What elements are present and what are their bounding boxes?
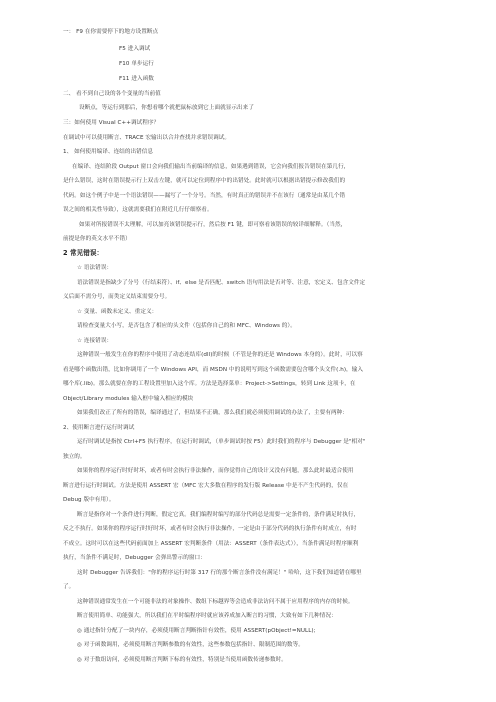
text-line: 如果对所报错误不太理解，可以加亮该错误提示行，然后按 F1 键，即可察看该错误的较详细解释。（当然， — [79, 222, 347, 228]
text-line: ◎ 通过指针分配了一块内存，必须使用断言判断指针有效性，使用 ASSERT(pObject!=NULL); — [77, 628, 316, 634]
text-line: F10 单步运行 — [119, 61, 154, 67]
text-line: 前提是你的英文水平不错） — [63, 236, 131, 242]
text-line: ◎ 对于函数调用，必须使用断言判断参数的有效性，这些参数包括指针、限制范围的数等。 — [77, 642, 304, 648]
text-line: 义后面不需分号，而类定义结束需要分号。 — [63, 294, 171, 300]
text-line: ☆ 连接错误： — [77, 338, 113, 344]
text-line: 代码。如这个例子中是一个语法错误——漏写了一个分号。当然，有时真正的错误并不在该行（通常是由某几个错 — [63, 193, 346, 199]
text-line: 看是哪个函数出错，比如你调用了一个 Windows API，而 MSDN 中的说明写到这个函数需要包含哪个头文件(.h)，输入 — [63, 367, 363, 373]
text-line: 断言是指你对一个条件进行判断，假定它真。我们编程时编写的部分代码总是需要一定条件的，条件满足时执行， — [77, 512, 360, 518]
text-line: 运行时调试是指按 Ctrl+F5 执行程序，在运行时调试，（单步调试时按 F5）此时我们的程序与 Debugger 是"相对" — [77, 439, 366, 445]
text-line: 反之不执行。如果你的程序运行时好时坏，或者有时会执行非法操作，一定是由于部分代码的执行条件有时成立，有时 — [63, 526, 357, 532]
text-line: 这种错误通常发生在一个可能非法的对象操作、数组下标越界等会造成非法访问不属于应用程序的内存的时候。 — [77, 599, 354, 605]
text-line: 请检查变量大小写，是否包含了相应的头文件（包括你自己的和 MFC、Windows 的）。 — [77, 323, 296, 329]
text-line: 如果你的程序运行时好时坏，或者有时会执行非法操作，而你觉得自己的设计又没有问题，那么此时最适合使用 — [77, 468, 354, 474]
text-line: 误之间的相关性导致），这就需要我们在附近几行仔细察看。 — [63, 207, 213, 213]
text-line: 三：如何使用 Visual C++调试程序？ — [63, 120, 160, 126]
text-line: ◎ 对于数组访问，必须使用断言判断下标的有效性，特别是当使用函数传递参数时。 — [77, 657, 287, 663]
text-line: F11 进入函数 — [119, 76, 154, 82]
text-line: 执行，当条件不满足时，Debugger 会弹出警示的窗口： — [63, 555, 206, 561]
text-line: 这时 Debugger 告诉我们："你的程序运行时第 317 行的那个断言条件没有满足！" 哈哈，这下我们知道错在哪里 — [77, 570, 362, 576]
text-line: ☆ 变量、函数未定义、重定义： — [77, 309, 158, 315]
section-heading: 2 常见错误： — [63, 249, 104, 257]
text-line: 哪个库(.lib)。那么就要在你的工程设置里加入这个库。方法是选择菜单：Project->Settings，转到 Link 这项卡，在 — [63, 381, 356, 387]
text-line: 在编译、连结阶段 Output 窗口会向我们输出当前编译的信息，如果遇到错误，它会向我们报告错误在第几行， — [72, 164, 350, 170]
text-line: 二、 看不到自己设的各个变量的当前值 — [63, 91, 161, 97]
text-line: 了。 — [63, 584, 75, 590]
text-line: ☆ 语法错误： — [77, 265, 113, 271]
text-line: 独立的。 — [63, 454, 86, 460]
text-line: 语法错误是指缺少了分号（行结束符）、if、else 是否匹配、switch 语句用法是否对等、注意，宏定义、包含文件定 — [77, 280, 366, 286]
text-line: 在调试中可以使用断言、TRACE 宏输出以合并查找并求错误调试。 — [63, 135, 231, 141]
text-line: 不成立。这时可以在这些代码前面加上 ASSERT 宏判断条件（用法：ASSERT（条件表达式）），当条件满足时程序顺利 — [63, 541, 359, 547]
text-line: 如果我们改正了所有的错误，编译通过了，但结果不正确，那么我们就必须使用调试的办法了，主要有两种： — [77, 410, 348, 416]
text-line: 断言使用简单、功能强大，所以我们在平时编程序时就应该养成加入断言的习惯，大致有如下几种情况： — [77, 613, 337, 619]
text-line: 2、使用断言进行运行时调试 — [63, 425, 135, 431]
text-line: 断言进行运行时调试。方法是使用 ASSERT 宏（MFC 宏大多数在程序的发行版 Release 中是不产生代码的，仅在 — [63, 483, 349, 489]
text-line: 一： F9 在你需要停下的地方设置断点 — [63, 29, 159, 35]
text-line: 1、 如何使用编译、连结的出错信息 — [63, 149, 154, 155]
text-line: 是什么错误，这时在错误提示行上双击左键，就可以定位到程序中的出错处。此时就可以根据出错提示修改我们的 — [63, 178, 346, 184]
text-line: Object/Library modules 输入框中输入相应的模块 — [63, 396, 194, 402]
text-line: 设断点，等运行到那后，你想看哪个就把鼠标放到它上面就显示出来了 — [79, 105, 254, 111]
text-line: 这种错误一般发生在你的程序中使用了动态连结库(dll)的时候（不管是你的还是 Windows 本身的）。此时，可以察 — [77, 352, 363, 358]
text-line: Debug 版中有用）。 — [63, 497, 115, 503]
text-line: F5 进入调试 — [119, 46, 151, 52]
